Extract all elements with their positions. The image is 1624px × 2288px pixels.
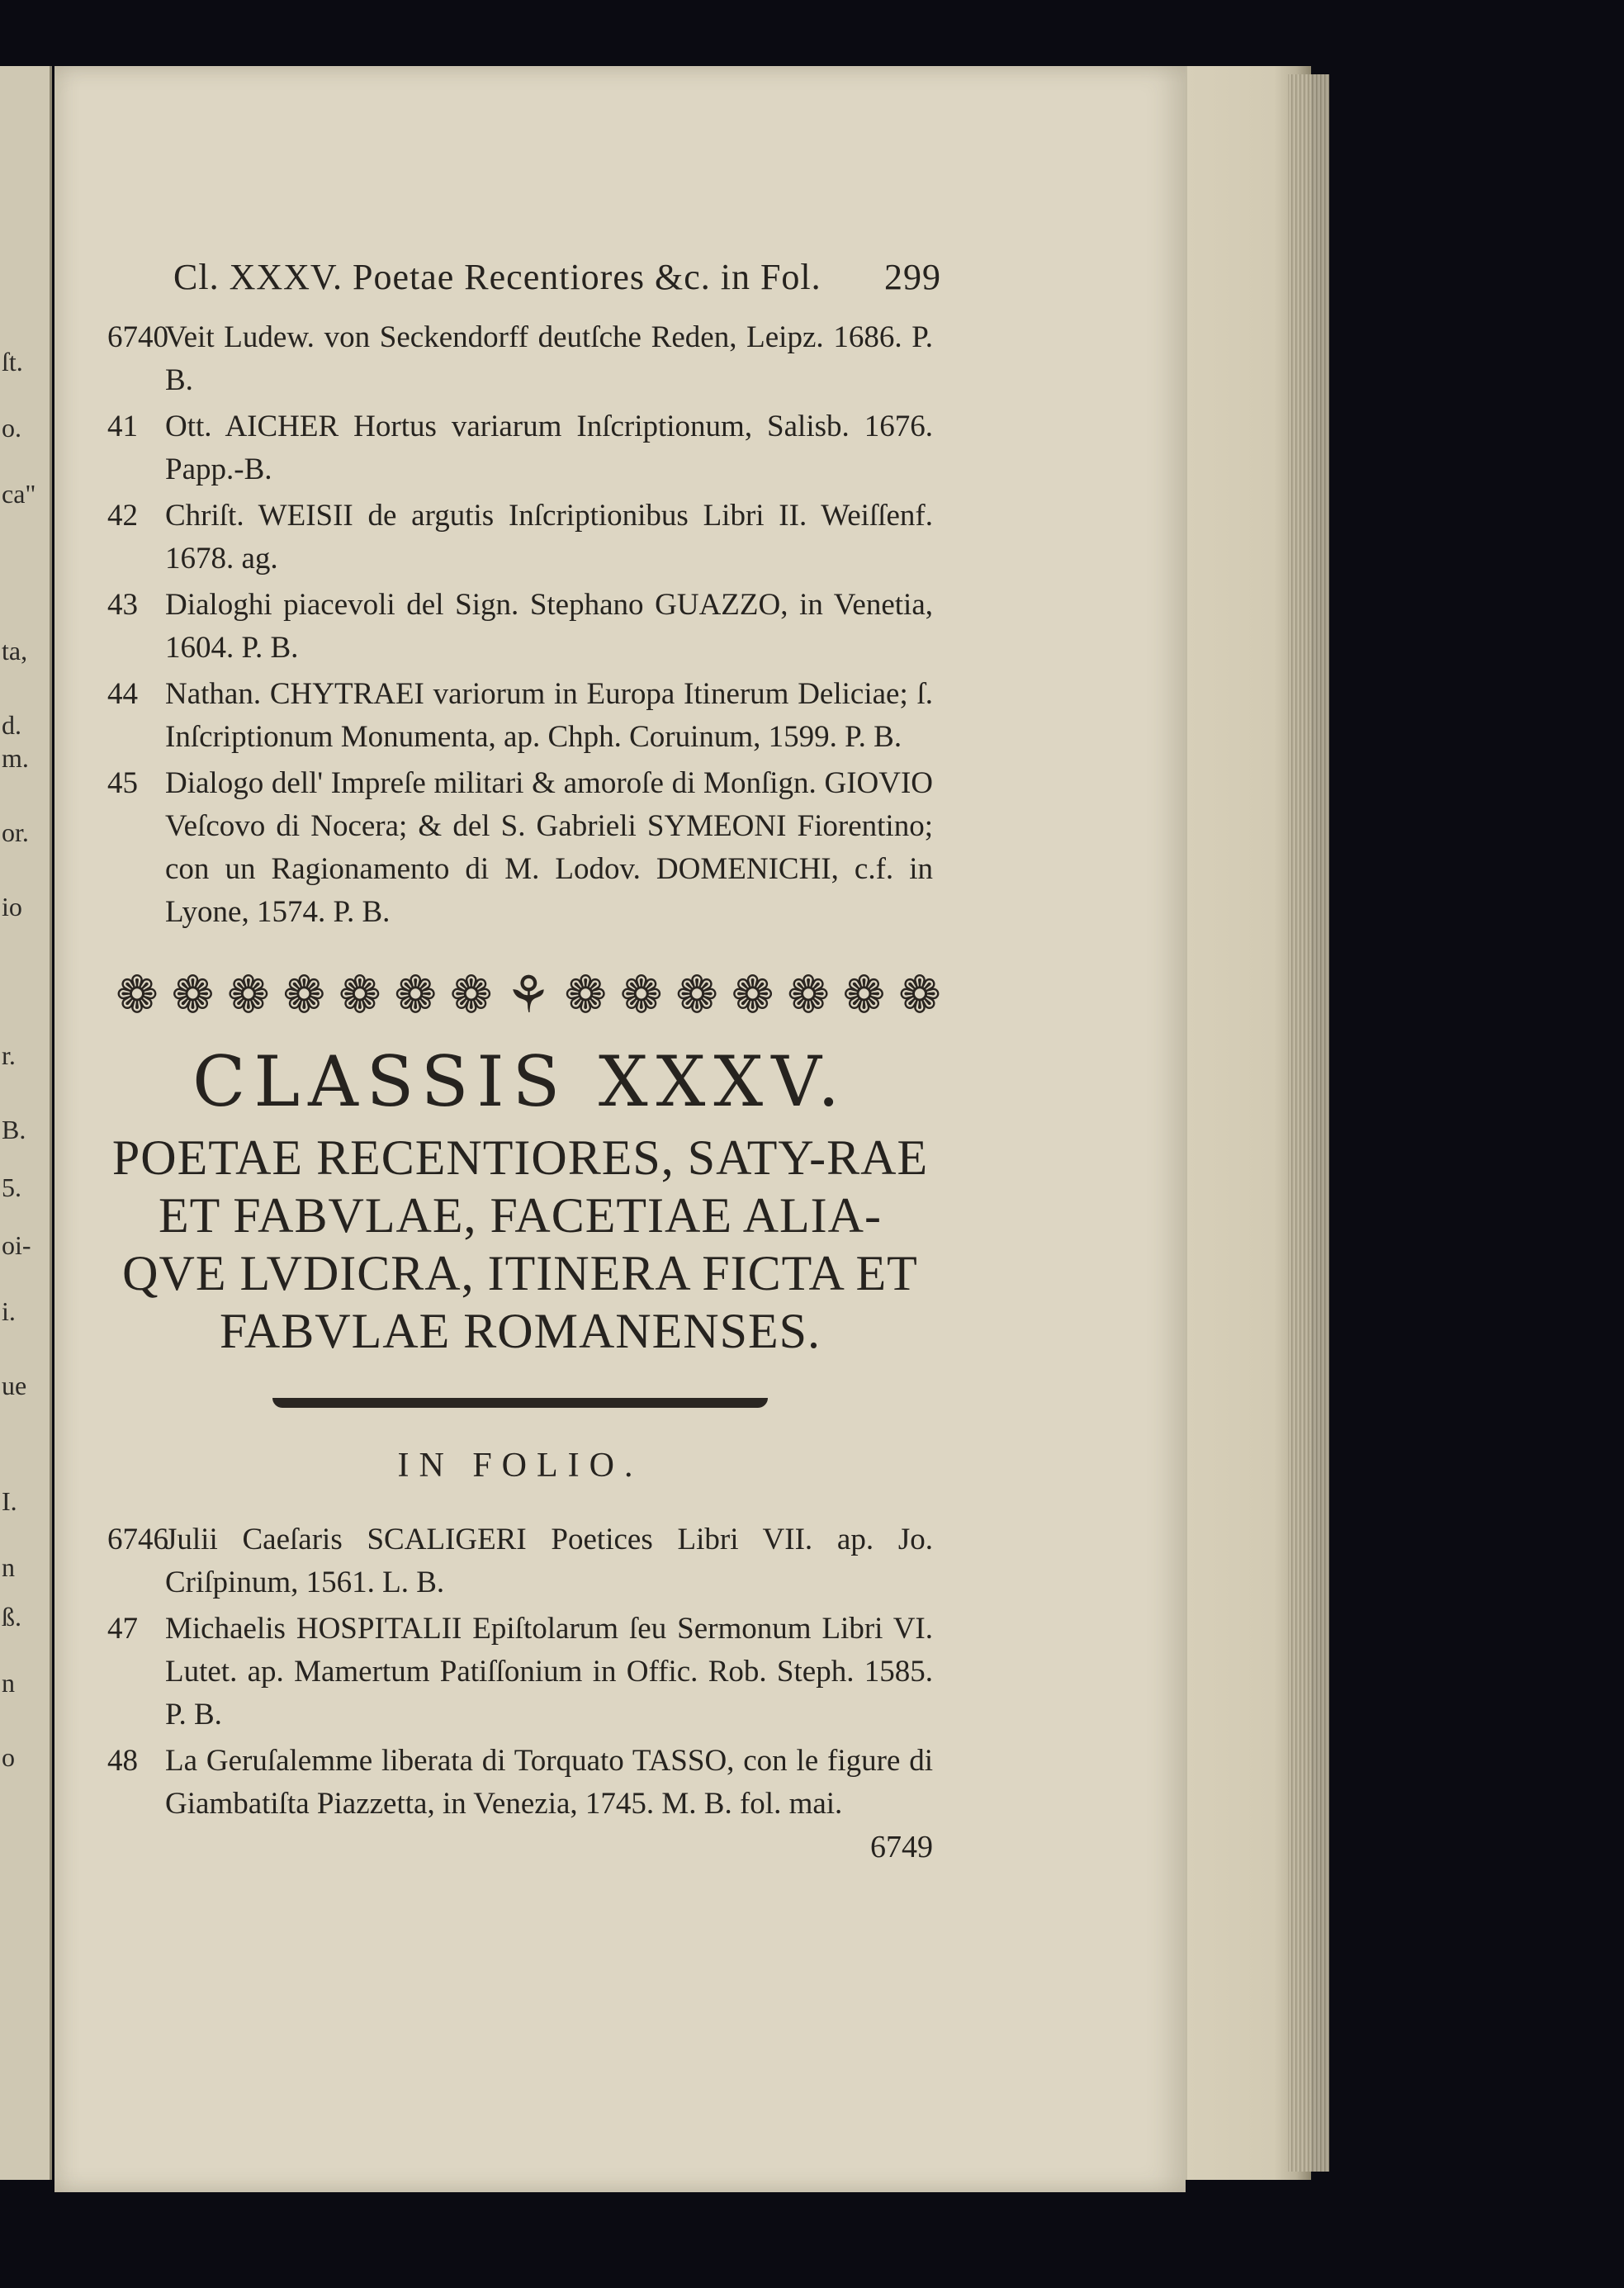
left-page-fragment: ta, [2, 636, 28, 666]
entry-text: Chriſt. WEISII de argutis Inſcriptionibus Libri II. Weiſſenf. 1678. ag. [165, 499, 933, 576]
entry-number: 43 [107, 588, 138, 622]
entry-text: Dialogo dell' Impreſe militari & amoroſe di Monſign. GIOVIO Veſcovo di Nocera; & del S. Gabrieli SYMEONI Fiorentino; con un Ragionamento di M. Lodov. DOMENICHI, c.f. in Lyone, 1574. P. B. [165, 766, 933, 929]
ornament-glyph: ❁ [338, 968, 381, 1024]
entry-number: 6740 [107, 320, 168, 354]
catalog-entry [107, 584, 933, 670]
entry-number: 48 [107, 1744, 138, 1778]
left-page-fragment: oi- [2, 1230, 31, 1260]
left-page-fragment: d. [2, 710, 21, 740]
left-page-fragment: ſt. [2, 347, 23, 377]
catchword: 6749 [870, 1830, 933, 1864]
page-content [107, 256, 941, 1865]
left-page-fragment: o. [2, 413, 21, 443]
section-heading: POETAE RECENTIORES, SATY-RAE ET FABVLAE, FACETIAE ALIA-QVE LVDICRA, ITINERA FICTA ET FABVLAE ROMANENSES. [111, 1130, 929, 1358]
ornament-glyph: ❁ [282, 968, 326, 1024]
entry-text: Nathan. CHYTRAEI variorum in Europa Itinerum Deliciae; ſ. Inſcriptionum Monumenta, ap. Chph. Coruinum, 1599. P. B. [165, 677, 933, 754]
class-title: CLASSIS XXXV. [192, 1041, 848, 1122]
catalog-entry [107, 405, 933, 491]
catalog-entry [107, 1608, 933, 1736]
left-page-fragment: ca" [2, 479, 36, 509]
left-page-fragment: n [2, 1668, 15, 1698]
left-page-fragment: n [2, 1552, 15, 1582]
ornament-glyph: ❁ [842, 968, 886, 1024]
ornament-glyph: ❁ [171, 968, 215, 1024]
left-page-fragment: o [2, 1742, 15, 1772]
ornament-band [116, 967, 941, 1025]
ornament-glyph: ❁ [449, 968, 493, 1024]
entry-number: 41 [107, 410, 138, 443]
catalog-entry [107, 495, 933, 580]
left-page-fragment: i. [2, 1296, 16, 1326]
entry-text: Ott. AICHER Hortus variarum Inſcriptionum, Salisb. 1676. Papp.-B. [165, 410, 933, 486]
left-page-fragment: m. [2, 743, 29, 773]
ornament-glyph: ❁ [226, 968, 270, 1024]
catalog-entry [107, 762, 933, 934]
ornament-glyph: ❁ [731, 968, 774, 1024]
entry-text: La Geruſalemme liberata di Torquato TASSO, con le figure di Giambatiſta Piazzetta, in Venezia, 1745. M. B. fol. mai. [165, 1744, 933, 1821]
left-page-fragment: ß. [2, 1602, 21, 1632]
entry-number: 44 [107, 677, 138, 711]
decorative-rule [272, 1398, 768, 1408]
entry-text: Dialoghi piacevoli del Sign. Stephano GUAZZO, in Venetia, 1604. P. B. [165, 588, 933, 665]
entry-text: Julii Caeſaris SCALIGERI Poetices Libri VII. ap. Jo. Criſpinum, 1561. L. B. [165, 1523, 933, 1599]
catalog-entry [107, 1740, 933, 1826]
ornament-glyph: ❁ [619, 968, 663, 1024]
ornament-glyph: ❁ [394, 968, 438, 1024]
entry-number: 45 [107, 766, 138, 800]
entry-text: Veit Ludew. von Seckendorff deutſche Reden, Leipz. 1686. P. B. [165, 320, 933, 397]
page-edge-lines [1288, 74, 1329, 2172]
entry-text: Michaelis HOSPITALII Epiſtolarum ſeu Sermonum Libri VI. Lutet. ap. Mamertum Patiſſonium in Offic. Rob. Steph. 1585. P. B. [165, 1612, 933, 1731]
catalog-entry [107, 1518, 933, 1604]
page-number: 299 [884, 257, 941, 297]
running-title: Cl. XXXV. Poetae Recentiores &c. in Fol. [173, 257, 821, 297]
running-head [173, 256, 941, 298]
ornament-glyph: ❁ [116, 968, 159, 1024]
format-subheading: IN FOLIO. [397, 1447, 643, 1485]
left-page-fragment: I. [2, 1486, 17, 1516]
entry-number: 6746 [107, 1523, 168, 1556]
catalog-entry [107, 673, 933, 759]
entries-top [107, 316, 933, 934]
left-page-fragment: r. [2, 1040, 16, 1070]
ornament-glyph: ❁ [675, 968, 719, 1024]
entry-number: 47 [107, 1612, 138, 1646]
left-page-fragment: io [2, 892, 22, 921]
ornament-glyph: ⚘ [505, 968, 552, 1024]
ornament-glyph: ❁ [897, 968, 941, 1024]
entry-number: 42 [107, 499, 138, 533]
entries-bottom [107, 1518, 933, 1826]
left-page-fragment: 5. [2, 1172, 21, 1202]
catalog-entry [107, 316, 933, 402]
ornament-glyph: ❁ [787, 968, 831, 1024]
left-page-fragment: B. [2, 1115, 26, 1144]
left-page-fragment: ue [2, 1371, 27, 1400]
ornament-glyph: ❁ [564, 968, 608, 1024]
left-page-fragment: or. [2, 817, 29, 847]
